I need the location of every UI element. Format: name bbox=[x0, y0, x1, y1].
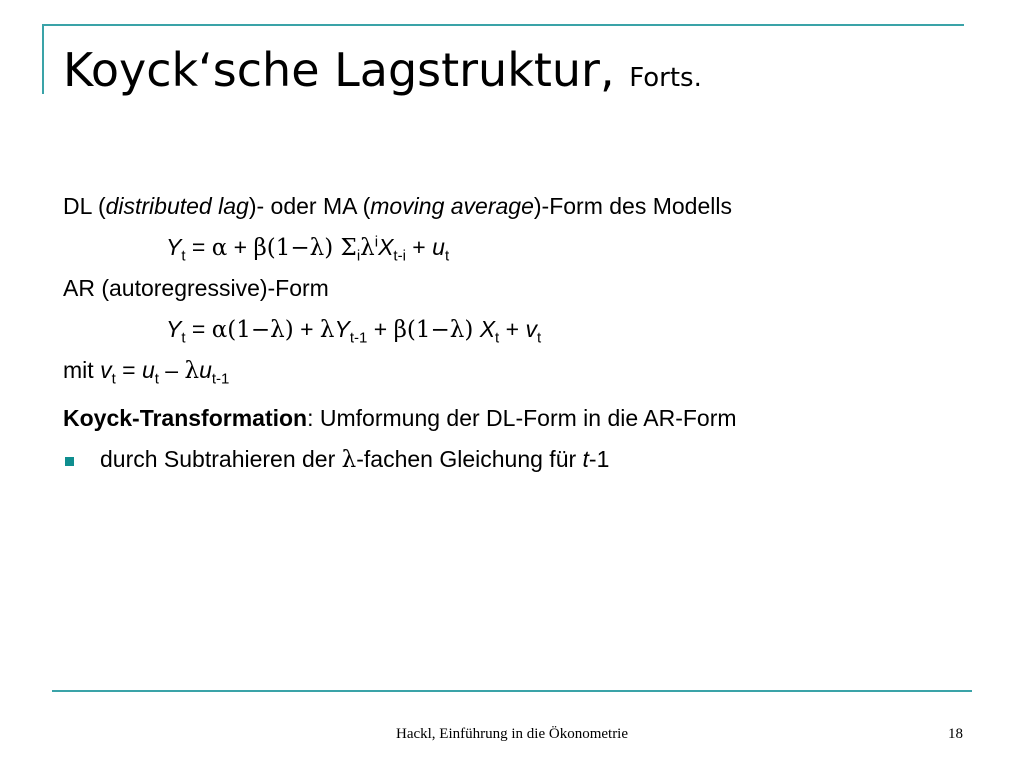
eq1-beta-sum: β(1−λ) Σ bbox=[253, 235, 357, 261]
eq2-alpha-part: α(1−λ) bbox=[211, 317, 294, 343]
eq2-x-sub: t bbox=[495, 329, 500, 347]
mit-line bbox=[63, 354, 963, 395]
eq1-x-sub: t-i bbox=[393, 247, 406, 265]
bottom-rule bbox=[52, 690, 972, 692]
left-rule bbox=[42, 24, 44, 94]
footer-text: Hackl, Einführung in die Ökonometrie bbox=[395, 726, 629, 742]
eq1-lambda: λ bbox=[360, 235, 375, 261]
eq1-y: Y bbox=[166, 234, 182, 260]
eq1-alpha: α bbox=[211, 235, 228, 261]
eq1-u: u bbox=[432, 234, 445, 260]
mit-minus: – bbox=[158, 357, 185, 383]
mit-u: u bbox=[141, 357, 155, 383]
dl-prefix: DL ( bbox=[63, 193, 106, 219]
mit-v-sub: t bbox=[111, 370, 116, 388]
eq1-x: X bbox=[378, 234, 394, 260]
square-bullet-icon bbox=[65, 457, 74, 466]
dl-suffix: )-Form des Modells bbox=[533, 193, 732, 219]
eq2-x: X bbox=[479, 316, 496, 342]
eq2-plus1: + bbox=[293, 316, 320, 342]
ar-line: AR (autoregressive)-Form bbox=[63, 275, 329, 301]
eq2-v-sub: t bbox=[536, 329, 542, 347]
eq2-v: v bbox=[525, 316, 537, 342]
mit-equals: = bbox=[115, 357, 142, 383]
bullet-prefix: durch Subtrahieren der bbox=[100, 446, 342, 472]
bullet-suffix: -1 bbox=[588, 446, 610, 472]
eq2-y2: Y bbox=[334, 316, 350, 342]
bullet-mid: -fachen Gleichung für bbox=[356, 446, 583, 472]
eq2-plus2: + bbox=[367, 316, 394, 342]
dl-equation bbox=[63, 231, 963, 272]
eq1-sum-sub: i bbox=[356, 247, 361, 265]
mit-prefix: mit bbox=[63, 357, 101, 383]
dl-line bbox=[63, 190, 963, 231]
koyck-line bbox=[63, 402, 963, 443]
mit-u-sub: t bbox=[154, 370, 159, 388]
bullet-item bbox=[63, 443, 963, 484]
slide-title bbox=[63, 40, 702, 108]
ma-term: moving average bbox=[370, 193, 534, 219]
top-rule bbox=[42, 24, 964, 26]
eq1-u-sub: t bbox=[444, 247, 450, 265]
page-number: 18 bbox=[948, 726, 963, 742]
bullet-lambda: λ bbox=[341, 447, 357, 473]
eq2-lambda: λ bbox=[319, 317, 335, 343]
eq2-y-sub: t bbox=[181, 329, 186, 347]
eq1-plus1: + bbox=[227, 234, 254, 260]
eq1-equals: = bbox=[185, 234, 212, 260]
mit-u2: u bbox=[199, 357, 212, 383]
mit-lambda: λ bbox=[184, 358, 200, 384]
ar-equation bbox=[63, 313, 963, 354]
bullet-t: t bbox=[582, 446, 589, 472]
koyck-rest: : Umformung der DL-Form in die AR-Form bbox=[307, 405, 737, 431]
eq2-beta-part: β(1−λ) bbox=[393, 317, 474, 343]
eq2-plus3: + bbox=[499, 316, 526, 342]
eq2-equals: = bbox=[185, 316, 212, 342]
eq1-plus2: + bbox=[405, 234, 433, 260]
mit-v: v bbox=[100, 357, 112, 383]
title-sub: Forts. bbox=[629, 63, 702, 93]
slide-content bbox=[63, 190, 963, 484]
eq2-y: Y bbox=[166, 316, 182, 342]
eq1-y-sub: t bbox=[181, 247, 186, 265]
dl-term: distributed lag bbox=[105, 193, 249, 219]
eq2-y2-sub: t-1 bbox=[349, 329, 368, 347]
koyck-heading: Koyck-Transformation bbox=[63, 405, 308, 431]
eq1-lambda-sup: i bbox=[374, 233, 379, 251]
title-main: Koyck‘sche Lagstruktur, bbox=[63, 43, 615, 97]
dl-mid: )- oder MA ( bbox=[248, 193, 371, 219]
mit-u2-sub: t-1 bbox=[211, 370, 230, 388]
